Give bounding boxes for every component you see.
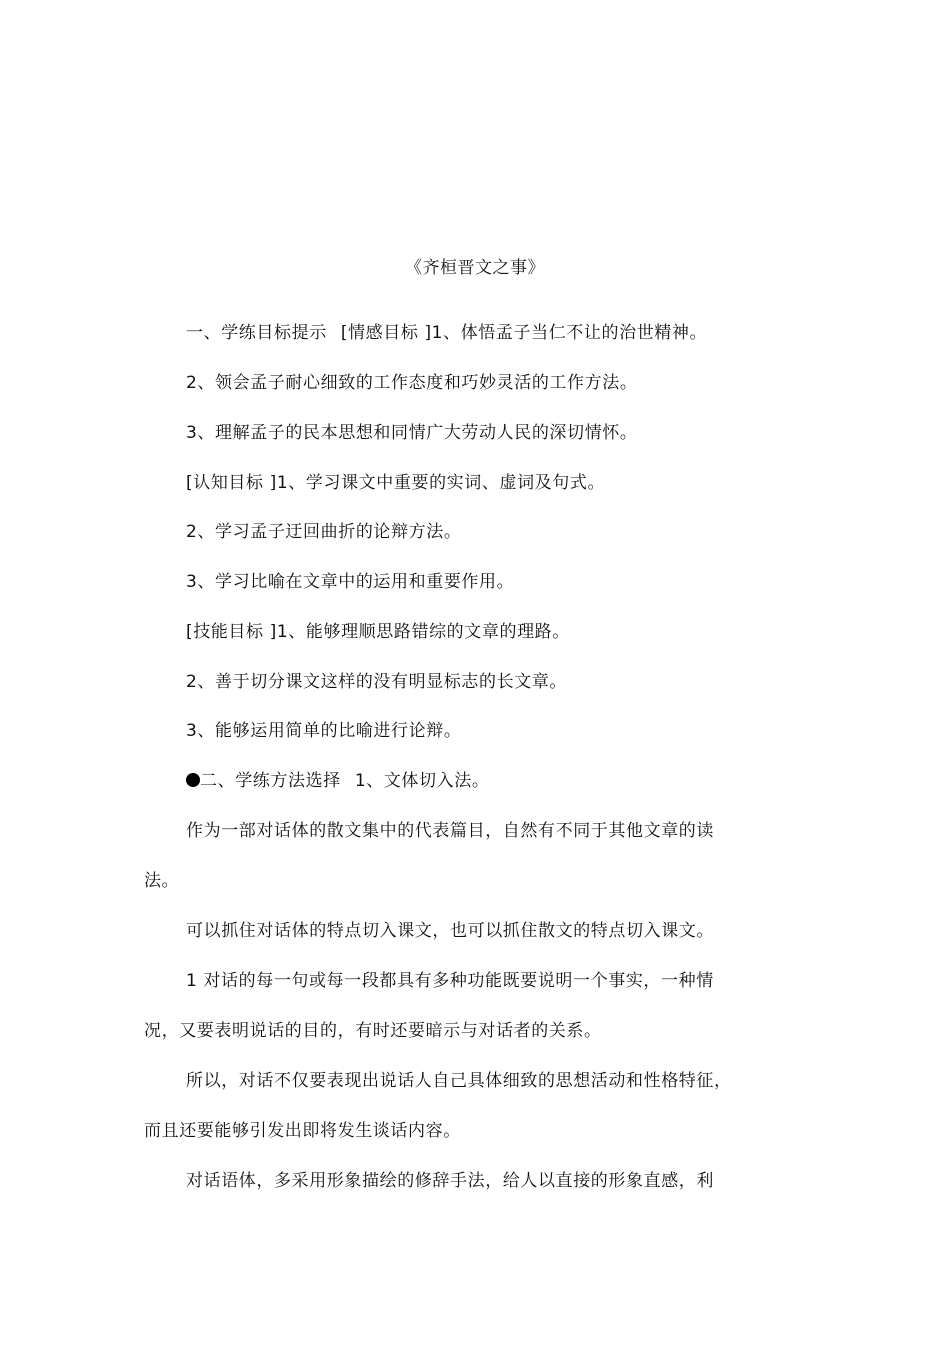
- paragraph-line: 1 对话的每一句或每一段都具有多种功能既要说明一个事实，一种情: [186, 971, 714, 991]
- line-text: [情感目标 ]1、体悟孟子当仁不让的治世精神。: [340, 323, 708, 343]
- paragraph-line: 可以抓住对话体的特点切入课文，也可以抓住散文的特点切入课文。: [186, 921, 714, 941]
- paragraph-line: [认知目标 ]1、学习课文中重要的实词、虚词及句式。: [186, 473, 606, 493]
- section-heading: 一、学练目标提示: [186, 323, 327, 343]
- paragraph-line: 所以，对话不仅要表现出说话人自己具体细致的思想活动和性格特征，: [186, 1071, 732, 1091]
- line-text: 1、文体切入法。: [354, 771, 490, 791]
- bullet-icon: [186, 773, 200, 787]
- paragraph-line: 3、学习比喻在文章中的运用和重要作用。: [186, 572, 515, 592]
- paragraph-line: 2、学习孟子迂回曲折的论辩方法。: [186, 522, 462, 542]
- paragraph-line: [186, 769, 489, 793]
- paragraph-line: 法。: [144, 871, 180, 891]
- paragraph-line: 而且还要能够引发出即将发生谈话内容。: [144, 1121, 461, 1141]
- paragraph-line: 3、理解孟子的民本思想和同情广大劳动人民的深切情怀。: [186, 423, 638, 443]
- paragraph-line: 2、善于切分课文这样的没有明显标志的长文章。: [186, 672, 568, 692]
- section-heading: 二、学练方法选择: [200, 771, 341, 791]
- document-title: 《齐桓晋文之事》: [405, 258, 545, 278]
- paragraph-line: 2、领会孟子耐心细致的工作态度和巧妙灵活的工作方法。: [186, 373, 638, 393]
- paragraph-line: 对话语体，多采用形象描绘的修辞手法，给人以直接的形象直感，利: [186, 1171, 714, 1191]
- paragraph-line: 3、能够运用简单的比喻进行论辩。: [186, 721, 462, 741]
- paragraph-line: 作为一部对话体的散文集中的代表篇目，自然有不同于其他文章的读: [186, 821, 714, 841]
- paragraph-line: 况，又要表明说话的目的，有时还要暗示与对话者的关系。: [144, 1021, 602, 1041]
- paragraph-line: [技能目标 ]1、能够理顺思路错综的文章的理路。: [186, 622, 570, 642]
- paragraph-line: [186, 321, 707, 345]
